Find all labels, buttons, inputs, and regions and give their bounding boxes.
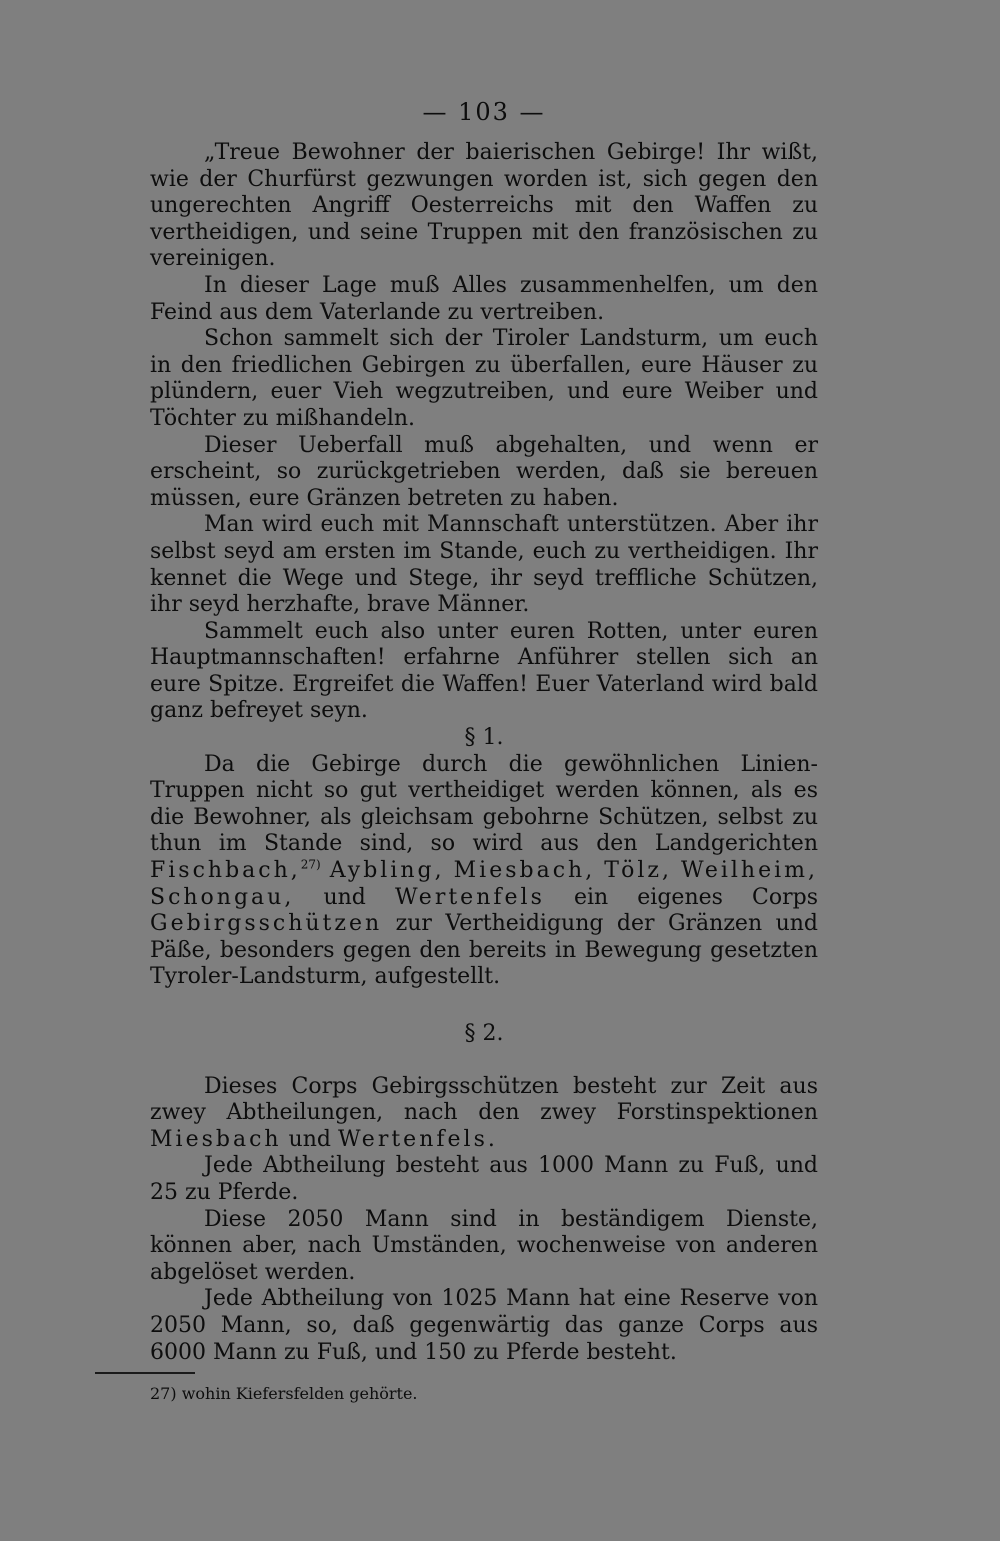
section-heading-1: § 1.	[464, 725, 504, 751]
section-1-text: Da die Gebirge durch die gewöhnlichen Linien-Truppen nicht so gut vertheidiget werden können, als es die Bewohner, als gleichsam gebohrne Schützen, selbst zu thun im Stande sind, so wird aus den Landgerichten	[150, 751, 818, 857]
place-name-wertenfels: Wertenfels	[394, 884, 545, 910]
section-1-paragraph	[150, 752, 818, 991]
place-name-weilheim: Weilheim,	[681, 858, 818, 884]
footnote-divider	[95, 1372, 195, 1374]
footnote: 27) wohin Kiefersfelden gehörte.	[150, 1384, 418, 1404]
conjunction: und	[281, 1126, 338, 1152]
page-content	[150, 92, 818, 1404]
paragraph: Man wird euch mit Mannschaft unterstützen. Aber ihr selbst seyd am ersten im Stande, euch zu vertheidigen. Ihr kennet die Wege und Stege, ihr seyd treffliche Schützen, ihr seyd herzhafte, brave Männer.	[150, 512, 818, 618]
section-1-text: ein eigenes Corps	[544, 884, 818, 910]
place-name-fischbach: Fischbach,	[150, 858, 301, 884]
paragraph: In dieser Lage muß Alles zusammenhelfen, um den Feind aus dem Vaterlande zu vertreiben.	[150, 272, 818, 325]
corps-name: Gebirgsschützen	[150, 911, 383, 937]
conjunction: und	[323, 884, 366, 910]
paragraph: Jede Abtheilung besteht aus 1000 Mann zu Fuß, und 25 zu Pferde.	[150, 1153, 818, 1205]
section-2-paragraph	[150, 1074, 818, 1154]
footnote-reference: 27)	[300, 857, 321, 872]
paragraph: Diese 2050 Mann sind in beständigem Dienste, können aber, nach Umständen, wochenweise von anderen abgelöset werden.	[150, 1206, 818, 1285]
place-name-wertenfels: Wertenfels.	[337, 1126, 498, 1152]
place-name-schongau: Schongau,	[150, 884, 295, 910]
section-heading-2: § 2.	[464, 1021, 504, 1046]
place-name-toelz: Tölz,	[604, 858, 672, 884]
section-1-text: zur Vertheidigung der Gränzen und Päße, besonders gegen den bereits in Bewegung gesetzten Tyroler-Landsturm, aufgestellt.	[150, 911, 818, 990]
place-name-aybling: Aybling,	[329, 858, 445, 884]
place-name-miesbach: Miesbach,	[453, 858, 596, 884]
section-2-text: Dieses Corps Gebirgsschützen besteht zur Zeit aus zwey Abtheilungen, nach den zwey Forstinspektionen	[150, 1073, 818, 1126]
paragraph: Schon sammelt sich der Tiroler Landsturm, um euch in den friedlichen Gebirgen zu überfallen, eure Häuser zu plündern, euer Vieh wegzutreiben, und eure Weiber und Töchter zu mißhandeln.	[150, 326, 818, 431]
paragraph: Jede Abtheilung von 1025 Mann hat eine Reserve von 2050 Mann, so, daß gegenwärtig das ganze Corps aus 6000 Mann zu Fuß, und 150 zu Pferde besteht.	[150, 1286, 818, 1365]
paragraph: Dieser Ueberfall muß abgehalten, und wenn er erscheint, so zurückgetrieben werden, daß sie bereuen müssen, eure Gränzen betreten zu haben.	[150, 432, 818, 511]
paragraph: Sammelt euch also unter euren Rotten, unter euren Hauptmannschaften! erfahrne Anführer stellen sich an eure Spitze. Ergreifet die Waffen! Euer Vaterland wird bald ganz befreyet seyn.	[150, 618, 818, 724]
paragraph: „Treue Bewohner der baierischen Gebirge! Ihr wißt, wie der Churfürst gezwungen worden ist, sich gegen den ungerechten Angriff Oesterreichs mit den Waffen zu vertheidigen, und seine Truppen mit den französischen zu vereinigen.	[150, 140, 818, 272]
place-name-miesbach: Miesbach	[150, 1126, 282, 1152]
page-number: — 103 —	[422, 98, 546, 126]
